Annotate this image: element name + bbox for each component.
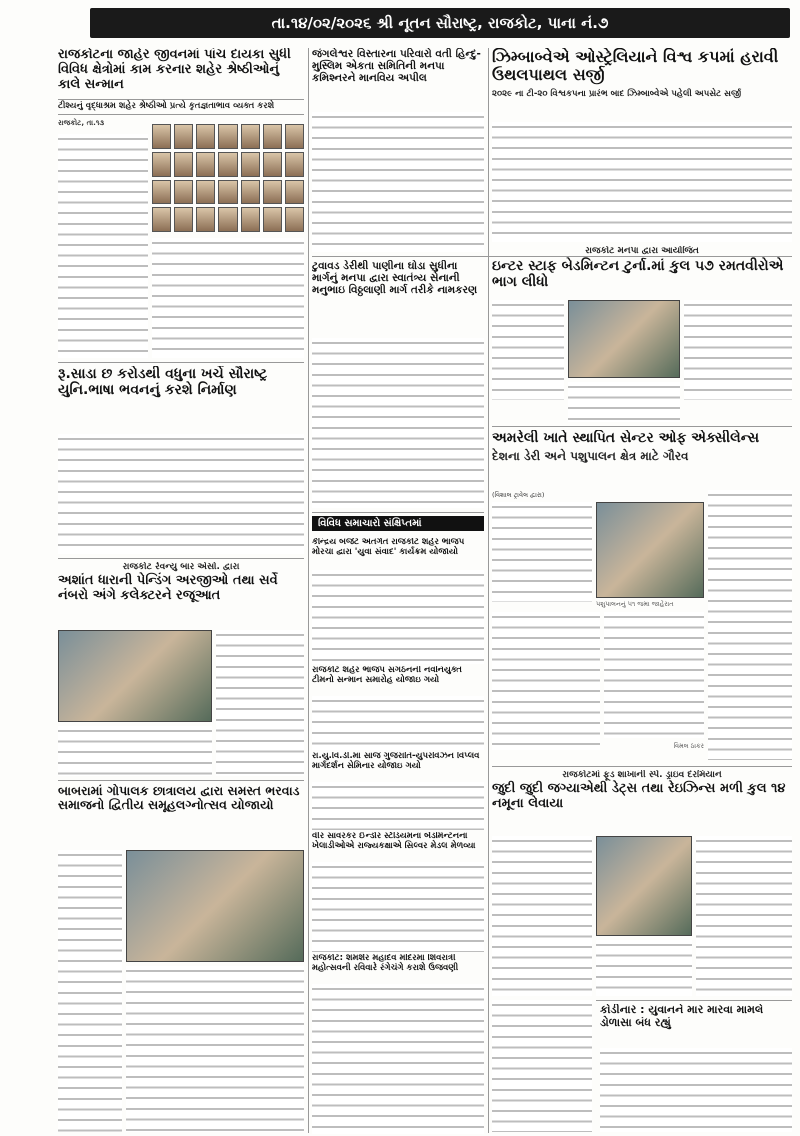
article-headline: જંગલેશ્વર વિસ્તારના પરિવારો વતી હિન્દુ-મુસ્લિમ એકતા સમિતિની મનપા કમિશ્નરને માનવિય અપીલ: [312, 48, 481, 85]
article-headline: ઝિમ્બાબ્વેએ ઓસ્ટ્રેલિયાને વિશ્વ કપમાં હરાવી ઉથલપાથલ સર્જી: [492, 48, 779, 85]
brief-headline: રા.યુ.વિ.ડી.માં સાંજ ગુજરાતિ-યુપરવિઝન વિપ્લવ માર્ગદર્શન સેમિનાર યોજાઇ ગયો: [312, 752, 480, 771]
article-body-text: [216, 630, 304, 776]
article-body-text: [312, 570, 484, 664]
article-body-text: [312, 112, 484, 252]
article-body-text: [696, 836, 792, 996]
brief-headline: રાજકોટ શહેર ભાજપ સંગઠનની નવનિયુક્ત ટીમનો સન્માન સમારોહ યોજાઇ ગયો: [312, 666, 462, 685]
article-body-text: [312, 862, 484, 952]
photo-caption: પશુપાલનનું ૫૧ જમા જાહેરાત: [596, 600, 674, 608]
article-body-text: [312, 696, 484, 750]
article-headline: અશાંત ધારાની પેન્ડિંગ અરજીઓ તથા સર્વે નંબરો અંગે કલેક્ટરને રજૂઆત: [58, 573, 278, 604]
brief-headline: વીર સાવરકર ઈન્ડોર સ્ટેડિયમના બેડમિન્ટનના ખેલાડીઓએ રાજ્યકક્ષાએ સિલ્વર મેડલ મેળવ્યા: [312, 832, 476, 851]
article-saurashtra-university: [58, 366, 304, 436]
amreli-event-photo: [596, 502, 704, 598]
article-body-text: [312, 782, 484, 830]
brief-item: [312, 832, 484, 860]
section-divider: [58, 362, 304, 363]
article-dateline: રાજકોટ, તા.૧૩: [58, 117, 105, 127]
brief-item: [312, 538, 484, 568]
section-divider: [58, 558, 304, 559]
food-inspection-photo: [596, 836, 692, 936]
column-divider: [488, 48, 489, 1133]
article-babra: [58, 784, 304, 850]
article-headline: અમરેલી ખાતે સ્થાપિત સેન્ટર ઓફ એક્સીલેન્સ: [492, 430, 760, 446]
article-body-text: [58, 850, 122, 1132]
article-body-text: [492, 122, 792, 242]
article-body-text: [152, 238, 304, 358]
article-road-naming: [312, 260, 484, 336]
article-vividh-samachar: [312, 516, 484, 534]
brief-item: [312, 752, 484, 780]
brief-headline: કેન્દ્રિય બજેટ અંતર્ગત રાજકોટ શહેર ભાજપ મોરચા દ્વારા 'યુવા સંવાદ' કાર્યક્રમ યોજાયો: [312, 538, 465, 557]
honorees-photo-grid: [152, 124, 304, 232]
article-body-text: [596, 940, 692, 996]
article-hindu-muslim: [312, 48, 484, 108]
article-dateline: (વિશાલ ટ્રાવેલ દ્વારા): [492, 491, 545, 499]
article-kicker: રાજકોટમાં ફૂડ શાખાની સ્પે. ડ્રાઇવ દરમિયાન: [562, 770, 722, 780]
article-headline: બાબરામાં ગોપાલક છાત્રાલય દ્વારા સમસ્ત ભરવાડ સમાજનો દ્વિતીય સમૂહલગ્નોત્સવ યોજાયો: [58, 784, 300, 813]
article-kodinar: [600, 1004, 792, 1046]
article-amreli: [492, 430, 792, 486]
article-body-text: [58, 134, 148, 358]
column-divider: [308, 48, 309, 1133]
article-body-text: [492, 836, 592, 996]
article-body-text: [684, 300, 792, 400]
section-divider: [492, 766, 792, 767]
article-body-text: [492, 612, 600, 750]
article-headline: ઇન્ટર સ્ટાફ બેડમિન્ટન ટુર્ના.માં કુલ ૫૭ રમતવીરોએ ભાગ લીધો: [492, 258, 784, 291]
wedding-ceremony-photo: [126, 850, 304, 962]
article-body-text: [126, 966, 304, 1132]
article-kicker: રાજકોટ મનપા દ્વારા આયોજિત: [585, 246, 699, 256]
article-collector: [58, 562, 304, 628]
article-subhead: દેશના ડેરી અને પશુપાલન ક્ષેત્ર માટે ગૌરવ: [492, 449, 689, 464]
article-subhead: ટીશ્યનું વૃદ્ધાશ્રમ શહેર શ્રેષ્ઠીઓ પ્રત્યે કૃતજ્ઞતાભાવ વ્યક્ત કરશે: [58, 99, 304, 115]
article-kicker: રાજકોટ રેવન્યુ બાર એસો. દ્વારા: [122, 562, 240, 572]
article-body-text: [604, 612, 704, 738]
section-divider: [492, 426, 792, 427]
page-masthead: તા.૧૪/૦૨/૨૦૨૬ શ્રી નૂતન સૌરાષ્ટ્ર, રાજકોટ, પાના નં.૭: [90, 8, 790, 38]
article-body-text: [492, 300, 564, 400]
article-body-text: [492, 1000, 592, 1132]
article-headline: જુદી જુદી જગ્યાએથી ડેટ્સ તથા રેઇઝિન્સ મળી કુલ ૧૪ નમૂના લેવાયા: [492, 781, 786, 812]
article-headline: કોડીનાર : યુવાનને માર મારવા મામલે ડોળાસા બંધ રહ્યું: [600, 1004, 764, 1029]
section-divider: [58, 780, 304, 781]
article-body-text: [568, 382, 680, 422]
article-headline: ટુવાવડ ડેરીથી પાણીના ઘોડા સુધીના માર્ગનું મનપા દ્વારા સ્વાતંત્ર્ય સેનાની મનુભાઇ વિઠ્ઠલાણી માર્ગ તરીકે નામકરણ: [312, 260, 478, 297]
article-food-samples: [492, 770, 792, 840]
collector-meeting-photo: [58, 630, 212, 722]
article-body-text: [58, 726, 212, 776]
article-body-text: [312, 338, 484, 508]
section-divider: [596, 1000, 792, 1001]
brief-item: [312, 954, 484, 982]
article-headline: વિવિધ સમાચારો સંક્ષિપ્તમાં: [312, 516, 484, 531]
badminton-team-photo: [568, 300, 680, 378]
brief-item: [312, 666, 484, 694]
article-body-text: [312, 984, 484, 1134]
article-body-text: [708, 490, 792, 760]
article-headline: રાજકોટના જાહેર જીવનમાં પાંચ દાયકા સુધી વિવિધ ક્ષેત્રોમાં કામ કરનાર શહેર શ્રેષ્ઠીઓનું કાલે સન્માન: [58, 48, 291, 92]
brief-headline: રાજકોટ: શમશેર મહાદેવ મંદિરમાં શિવરાત્રી મહોત્સવની રવિવારે રંગેચંગે કરાશે ઉજવણી: [312, 954, 459, 973]
article-byline: વિમલ ઠાકર: [673, 742, 704, 750]
section-divider: [312, 512, 484, 513]
article-headline: રૂ.સાડા છ કરોડથી વધુના ખર્ચે સૌરાષ્ટ્ર યુનિ.ભાષા ભવનનું કરશે નિર્માણ: [58, 366, 268, 399]
article-body-text: [492, 502, 592, 602]
article-body-text: [600, 1048, 792, 1132]
article-body-text: [58, 434, 304, 554]
article-subhead: ૨૦૨૯ ના ટી-૨૦ વિશ્વકપના પ્રારંભ બાદ ઝિમ્બાબ્વેએ પહેલી અપસેટ સર્જી: [492, 88, 742, 99]
article-zimbabwe: [492, 48, 792, 128]
